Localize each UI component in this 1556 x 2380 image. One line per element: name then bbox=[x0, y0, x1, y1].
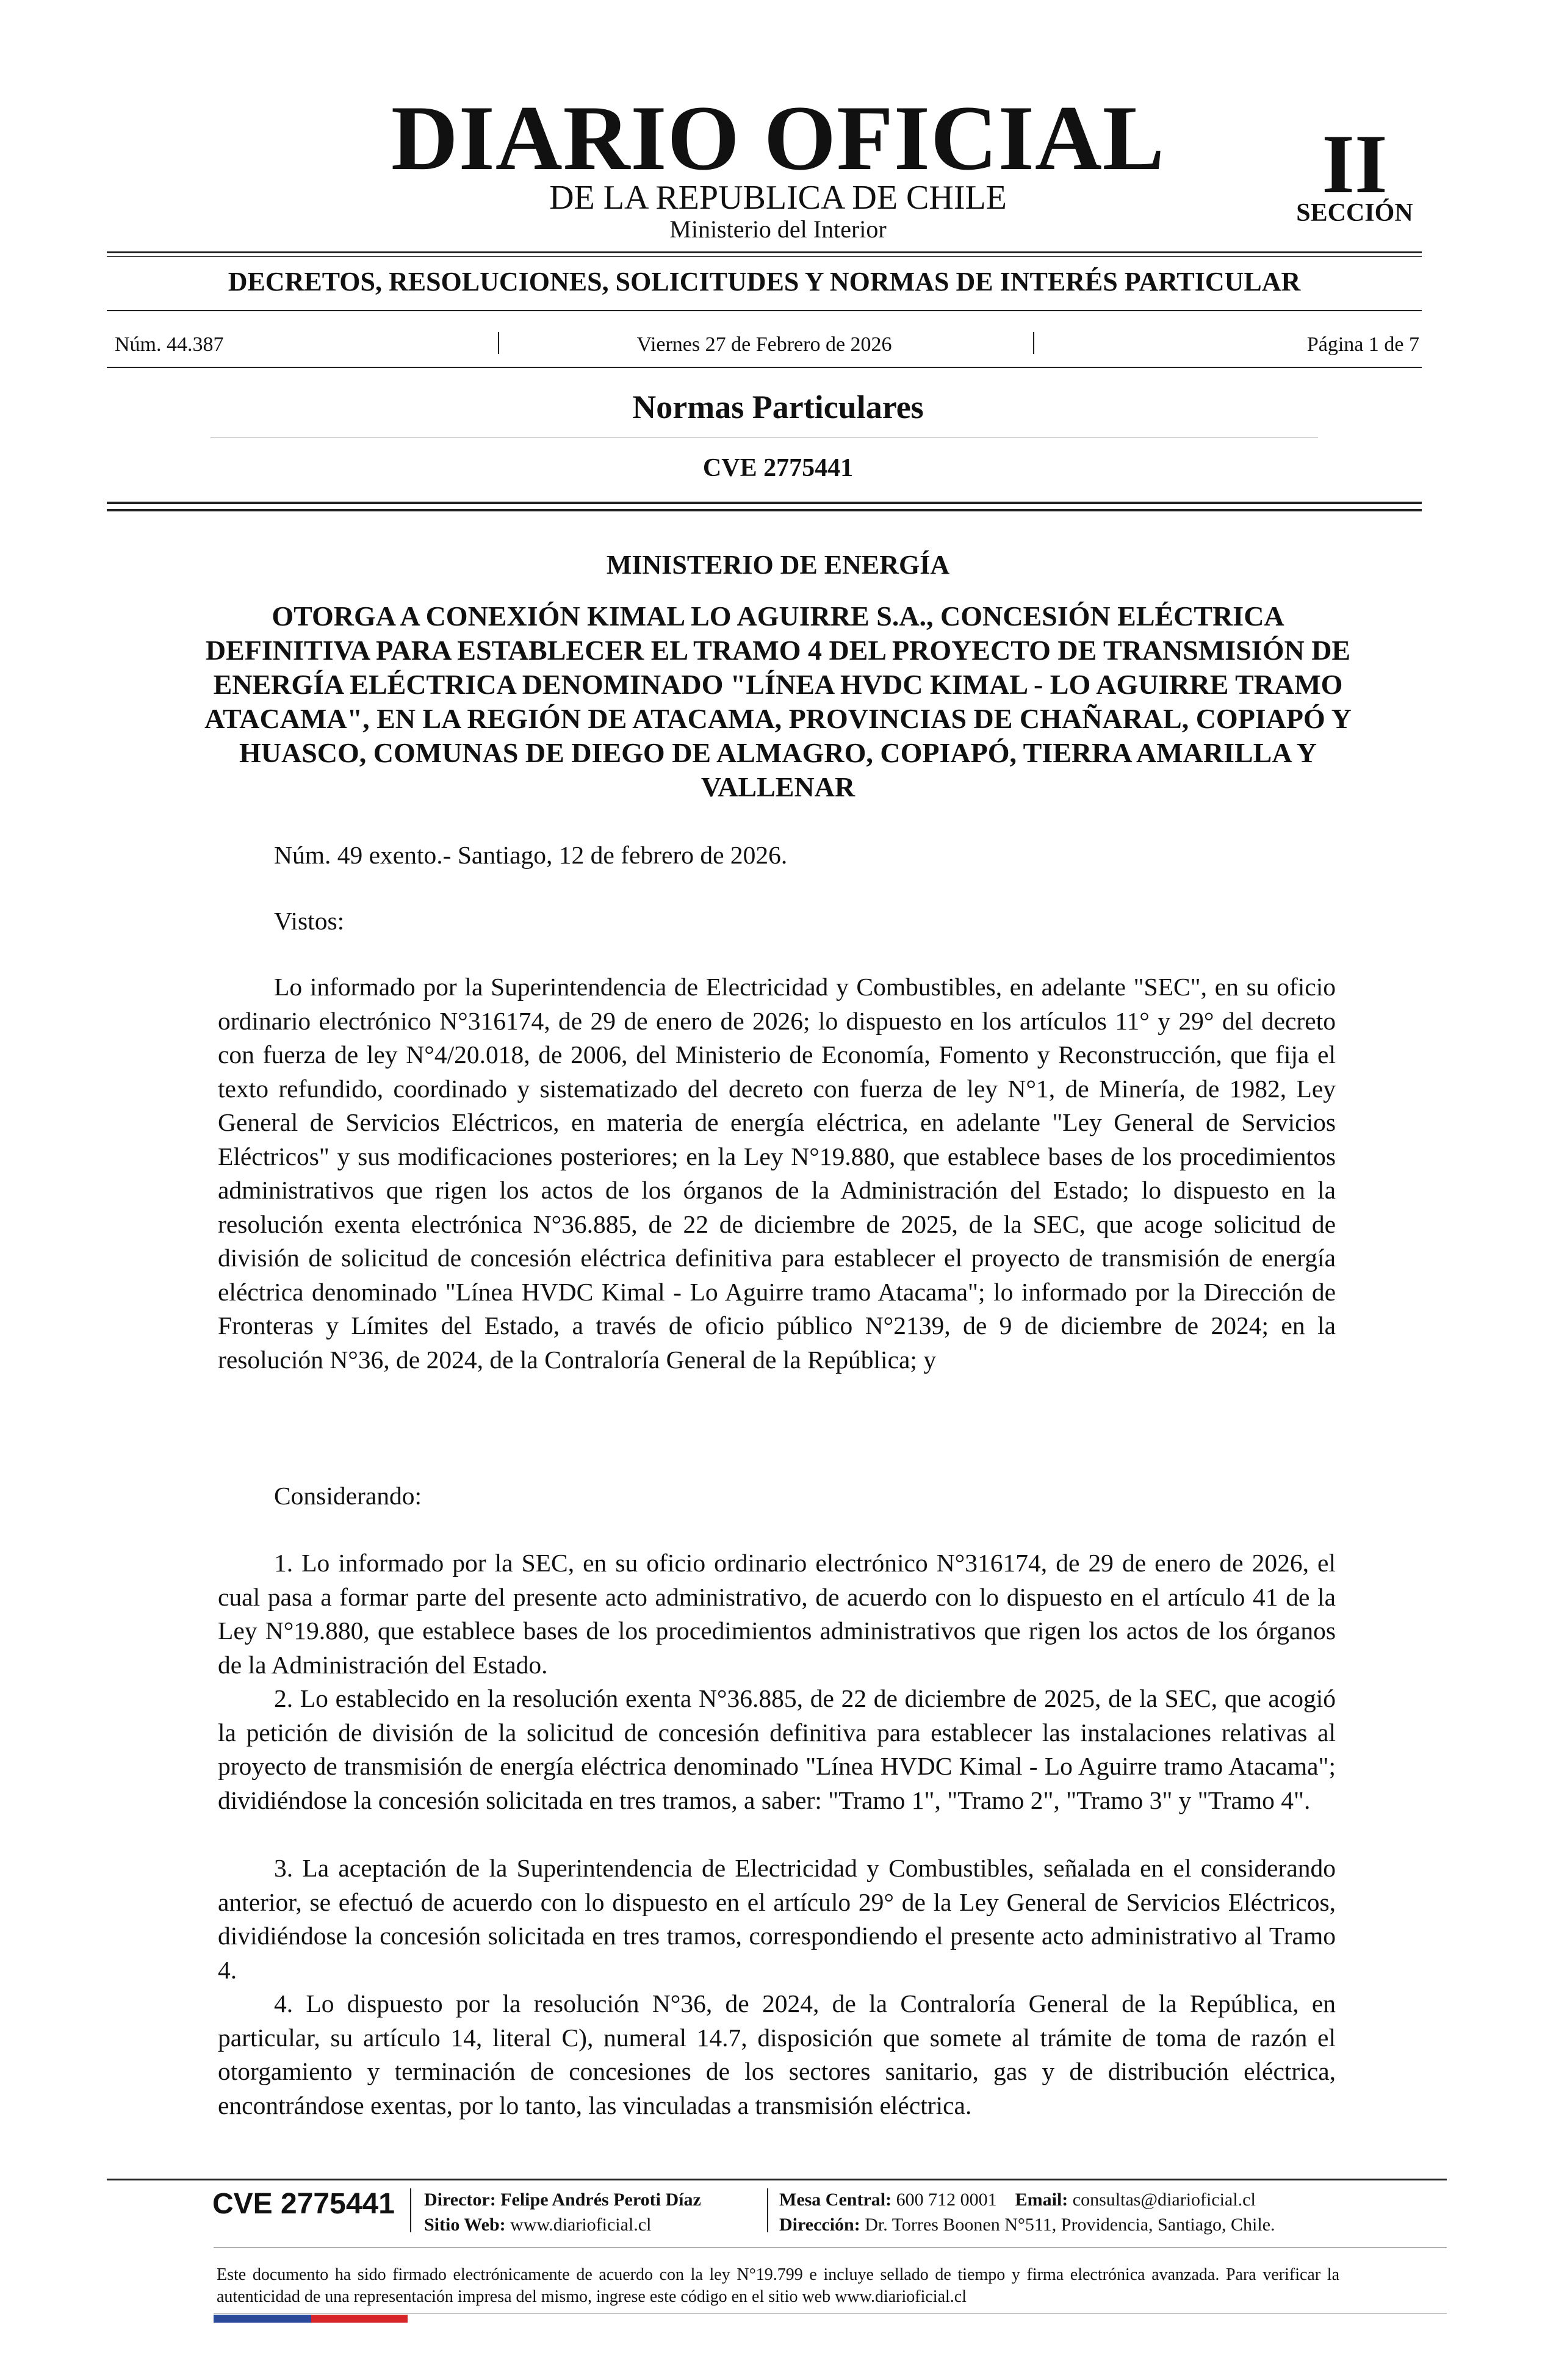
considerando-label: Considerando: bbox=[274, 1482, 422, 1510]
flag-stripe-red bbox=[311, 2315, 408, 2323]
considerando-item: 3. La aceptación de la Superintendencia de Electricidad y Combustibles, señalada en el considerando anterior, se efectuó de acuerdo con lo dispuesto en el artículo 29° de la Ley General de Servicios Eléctricos, dividiéndose la concesión solicitada en tres tramos, correspondiendo el presente acto administrativo al Tramo 4. bbox=[218, 1854, 1336, 1984]
issue-separator bbox=[1033, 332, 1034, 354]
header-rule-thick-2 bbox=[107, 509, 1422, 511]
section-heading: Normas Particulares bbox=[632, 389, 924, 425]
section-label: SECCIÓN bbox=[1296, 199, 1413, 227]
masthead-rule-thin bbox=[107, 256, 1422, 257]
masthead-subtitle: DE LA REPUBLICA DE CHILE bbox=[549, 179, 1007, 217]
considerando-item: 1. Lo informado por la SEC, en su oficio ordinario electrónico N°316174, de 29 de enero de 2026, el cual pasa a formar parte del presente acto administrativo, de acuerdo con lo dispuesto en el artículo 41 de la Ley N°19.880, que establece bases de los procedimientos administrativos que rigen los actos de los órganos de la Administración del Estado. bbox=[218, 1549, 1336, 1679]
header-rule-thick bbox=[107, 502, 1422, 504]
footer-divider bbox=[214, 2247, 1447, 2248]
heading-divider bbox=[211, 437, 1318, 438]
section-number: II bbox=[1322, 117, 1388, 211]
footer-contact: Mesa Central: 600 712 0001 Email: consultas@diarioficial.cl bbox=[779, 2190, 1256, 2210]
decree-line: Núm. 49 exento.- Santiago, 12 de febrero de 2026. bbox=[274, 841, 788, 869]
vistos-paragraph: Lo informado por la Superintendencia de Electricidad y Combustibles, en adelante "SEC", en su oficio ordinario electrónico N°316174, de 29 de enero de 2026; lo dispuesto en los artículos 11° y 29° del decreto con fuerza de ley N°4/20.018, de 2006, del Ministerio de Economía, Fomento y Reconstrucción, que fija el texto refundido, coordinado y sistematizado del decreto con fuerza de ley N°1, de Minería, de 1982, Ley General de Servicios Eléctricos, en materia de energía eléctrica, en adelante "Ley General de Servicios Eléctricos" y sus modificaciones posteriores; en la Ley N°19.880, que establece bases de los procedimientos administrativos que rigen los actos de los órganos de la Administración del Estado; lo dispuesto en la resolución exenta electrónica N°36.885, de 22 de diciembre de 2025, de la SEC, que acoge solicitud de división de solicitud de concesión eléctrica definitiva para establecer el proyecto de transmisión de energía eléctrica denominado "Línea HVDC Kimal - Lo Aguirre tramo Atacama"; lo informado por la Dirección de Fronteras y Límites del Estado, a través de oficio público N°2139, de 9 de diciembre de 2024; en la resolución N°36, de 2024, de la Contraloría General de la República; y bbox=[218, 973, 1336, 1374]
footer-director: Director: Felipe Andrés Peroti Díaz bbox=[424, 2190, 701, 2210]
issue-number: Núm. 44.387 bbox=[115, 333, 224, 356]
masthead-ministry: Ministerio del Interior bbox=[669, 215, 887, 243]
ministry-name: MINISTERIO DE ENERGÍA bbox=[606, 550, 950, 580]
footer-cve: CVE 2775441 bbox=[212, 2188, 395, 2220]
considerando-item: 2. Lo establecido en la resolución exenta N°36.885, de 22 de diciembre de 2025, de la SEC, que acogió la petición de división de la solicitud de concesión definitiva para establecer las instalaciones relativas al proyecto de transmisión de energía eléctrica denominado "Línea HVDC Kimal - Lo Aguirre tramo Atacama"; dividiéndose la concesión solicitada en tres tramos, a saber: "Tramo 1", "Tramo 2", "Tramo 3" y "Tramo 4". bbox=[218, 1684, 1336, 1814]
vistos-label: Vistos: bbox=[274, 907, 345, 935]
footer-legal-notice: Este documento ha sido firmado electrónicamente de acuerdo con la ley N°19.799 e incluye sellado de tiempo y firma electrónica avanzada. Para verificar la autenticidad de una representación impresa del mismo, ingrese este código en el sitio web www.diarioficial.cl bbox=[217, 2265, 1339, 2306]
footer-address: Dirección: Dr. Torres Boonen N°511, Providencia, Santiago, Chile. bbox=[779, 2215, 1275, 2235]
issue-rule bbox=[107, 367, 1422, 368]
issue-date: Viernes 27 de Febrero de 2026 bbox=[636, 333, 892, 356]
masthead-rule bbox=[107, 251, 1422, 253]
footer-rule bbox=[107, 2179, 1447, 2180]
flag-stripe-blue bbox=[214, 2315, 311, 2323]
footer-separator bbox=[767, 2188, 768, 2232]
masthead-title: DIARIO OFICIAL bbox=[391, 87, 1165, 189]
cve-code: CVE 2775441 bbox=[702, 454, 854, 482]
document-title: OTORGA A CONEXIÓN KIMAL LO AGUIRRE S.A., CONCESIÓN ELÉCTRICA DEFINITIVA PARA ESTABLECER EL TRAMO 4 DEL PROYECTO DE TRANSMISIÓN DE ENERGÍA ELÉCTRICA DENOMINADO "LÍNEA HVDC KIMAL - LO AGUIRRE TRAMO ATACAMA", EN LA REGIÓN DE ATACAMA, PROVINCIAS DE CHAÑARAL, COPIAPÓ Y HUASCO, COMUNAS DE DIEGO DE ALMAGRO, COPIAPÓ, TIERRA AMARILLA Y VALLENAR bbox=[204, 600, 1352, 802]
footer-separator bbox=[410, 2188, 411, 2232]
category-heading: DECRETOS, RESOLUCIONES, SOLICITUDES Y NORMAS DE INTERÉS PARTICULAR bbox=[228, 267, 1301, 297]
category-rule bbox=[107, 310, 1422, 311]
issue-page: Página 1 de 7 bbox=[1306, 333, 1419, 356]
footer-website: Sitio Web: www.diarioficial.cl bbox=[424, 2215, 652, 2235]
considerando-item: 4. Lo dispuesto por la resolución N°36, de 2024, de la Contraloría General de la República, en particular, su artículo 14, literal C), numeral 14.7, disposición que somete al trámite de toma de razón el otorgamiento y terminación de concesiones de los sectores sanitario, gas y de distribución eléctrica, encontrándose exentas, por lo tanto, las vinculadas a transmisión eléctrica. bbox=[218, 1989, 1336, 2119]
